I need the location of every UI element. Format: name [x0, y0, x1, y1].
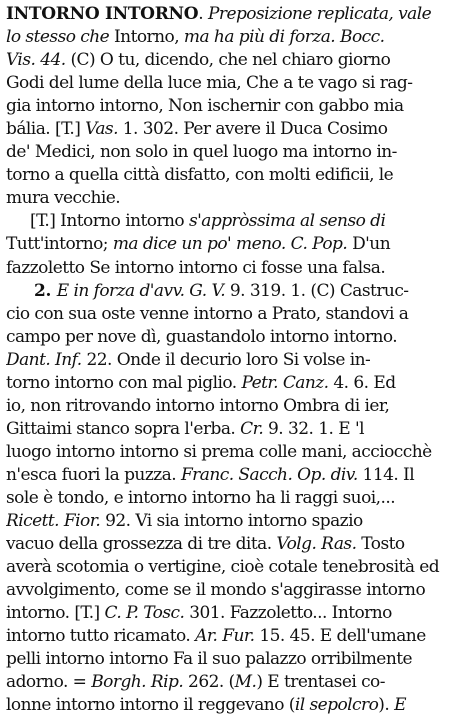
entry-line: Vis. 44. (C) O tu, dicendo, che nel chiaro giorno — [6, 50, 391, 71]
entry-line: n'esca fuori la puzza. Franc. Sacch. Op. div. 114. Il — [6, 464, 415, 485]
entry-line: sole è tondo, e intorno intorno ha li raggi suoi,... — [6, 487, 396, 508]
entry-line: intorno. [T.] C. P. Tosc. 301. Fazzoletto... Intorno — [6, 603, 392, 624]
entry-line: torno intorno con mal piglio. Petr. Canz. 4. 6. Ed — [6, 372, 396, 393]
entry-line: bália. [T.] Vas. 1. 302. Per avere il Duca Cosimo — [6, 119, 388, 140]
entry-line: torno a quella città disfatto, con molti edificii, le — [6, 165, 394, 186]
entry-line: Dant. Inf. 22. Onde il decurio loro Si volse in- — [6, 349, 371, 370]
entry-line: adorno. = Borgh. Rip. 262. (M.) E trentasei co- — [6, 672, 385, 693]
entry-line: intorno tutto ricamato. Ar. Fur. 15. 45. E dell'umane — [6, 626, 426, 647]
entry-line: 2. E in forza d'avv. G. V. 9. 319. 1. (C) Castruc- — [34, 280, 409, 301]
entry-line: Ricett. Fior. 92. Vi sia intorno intorno spazio — [6, 511, 363, 532]
entry-line: io, non ritrovando intorno intorno Ombra di ier, — [6, 395, 390, 416]
dictionary-entry — [6, 3, 466, 717]
entry-line: pelli intorno intorno Fa il suo palazzo orribilmente — [6, 649, 413, 670]
entry-line: luogo intorno intorno si prema colle mani, acciocchè — [6, 441, 432, 462]
entry-line: Tutt'intorno; ma dice un po' meno. C. Pop. D'un — [6, 234, 391, 255]
entry-line: Godi del lume della luce mia, Che a te vago si rag- — [6, 73, 413, 94]
entry-line: vacuo della grossezza di tre dita. Volg. Ras. Tosto — [6, 534, 405, 555]
entry-line: fazzoletto Se intorno intorno ci fosse una falsa. — [6, 257, 386, 278]
entry-line: INTORNO INTORNO. Preposizione replicata, vale — [6, 4, 432, 24]
entry-line: campo per nove dì, guastandolo intorno intorno. — [6, 326, 398, 347]
entry-line: avvolgimento, come se il mondo s'aggirasse intorno — [6, 580, 426, 601]
entry-line: mura vecchie. — [6, 188, 121, 209]
entry-line: lonne intorno intorno il reggevano (il sepolcro). E — [6, 695, 406, 716]
entry-line: de' Medici, non solo in quel luogo ma intorno in- — [6, 142, 397, 163]
headword: INTORNO INTORNO — [6, 4, 199, 24]
entry-line: averà scotomia o vertigine, cioè cotale tenebrosità ed — [6, 557, 440, 578]
entry-line: Gittaimi stanco sopra l'erba. Cr. 9. 32. 1. E 'l — [6, 418, 364, 439]
entry-line: gia intorno intorno, Non ischernir con gabbo mia — [6, 96, 404, 117]
entry-line: lo stesso che Intorno, ma ha più di forza. Bocc. — [6, 27, 385, 48]
entry-line: [T.] Intorno intorno s'appròssima al senso di — [30, 211, 386, 232]
entry-line: cio con sua oste venne intorno a Prato, standovi a — [6, 303, 409, 324]
